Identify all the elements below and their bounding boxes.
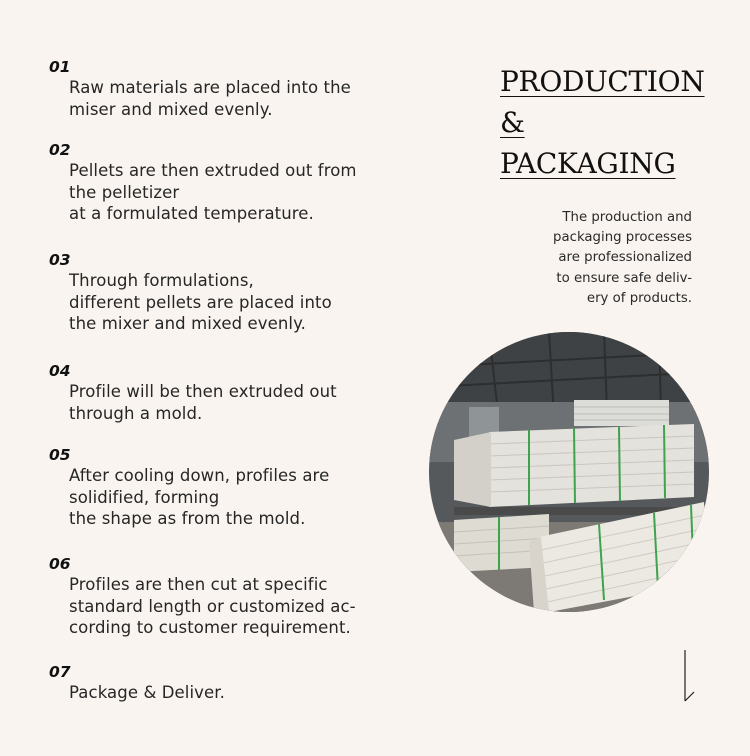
page-title — [500, 61, 705, 184]
step-text: Profile will be then extruded out through a mold. — [69, 382, 337, 423]
step-text: Package & Deliver. — [69, 683, 226, 702]
step-4 — [49, 362, 369, 424]
step-text: Raw materials are placed into the miser and mixed evenly. — [69, 78, 351, 119]
title-line-2: & — [500, 106, 525, 139]
step-number: 02 — [49, 141, 71, 159]
step-7 — [49, 663, 369, 704]
step-6 — [49, 555, 369, 639]
step-number: 03 — [49, 251, 71, 269]
step-number: 06 — [49, 555, 71, 573]
step-number: 07 — [49, 663, 71, 681]
title-line-3: PACKAGING — [500, 147, 676, 180]
step-text: After cooling down, profiles are solidified, forming the shape as from the mold. — [69, 466, 330, 528]
step-1 — [49, 58, 369, 120]
corner-line-icon — [683, 648, 697, 704]
warehouse-pallets-photo — [429, 332, 709, 612]
title-line-1: PRODUCTION — [500, 65, 705, 98]
description-text: The production and packaging processes are professionalized to ensure safe deliv- ery of products. — [553, 210, 692, 306]
step-5 — [49, 446, 369, 530]
step-text: Profiles are then cut at specific standard length or customized ac- cording to customer requirement. — [69, 575, 356, 637]
step-text: Pellets are then extruded out from the pelletizer at a formulated temperature. — [69, 161, 357, 223]
step-number: 05 — [49, 446, 71, 464]
step-text: Through formulations, different pellets are placed into the mixer and mixed evenly. — [69, 271, 332, 333]
step-number: 01 — [49, 58, 71, 76]
step-2 — [49, 141, 369, 225]
step-number: 04 — [49, 362, 71, 380]
step-3 — [49, 251, 369, 335]
